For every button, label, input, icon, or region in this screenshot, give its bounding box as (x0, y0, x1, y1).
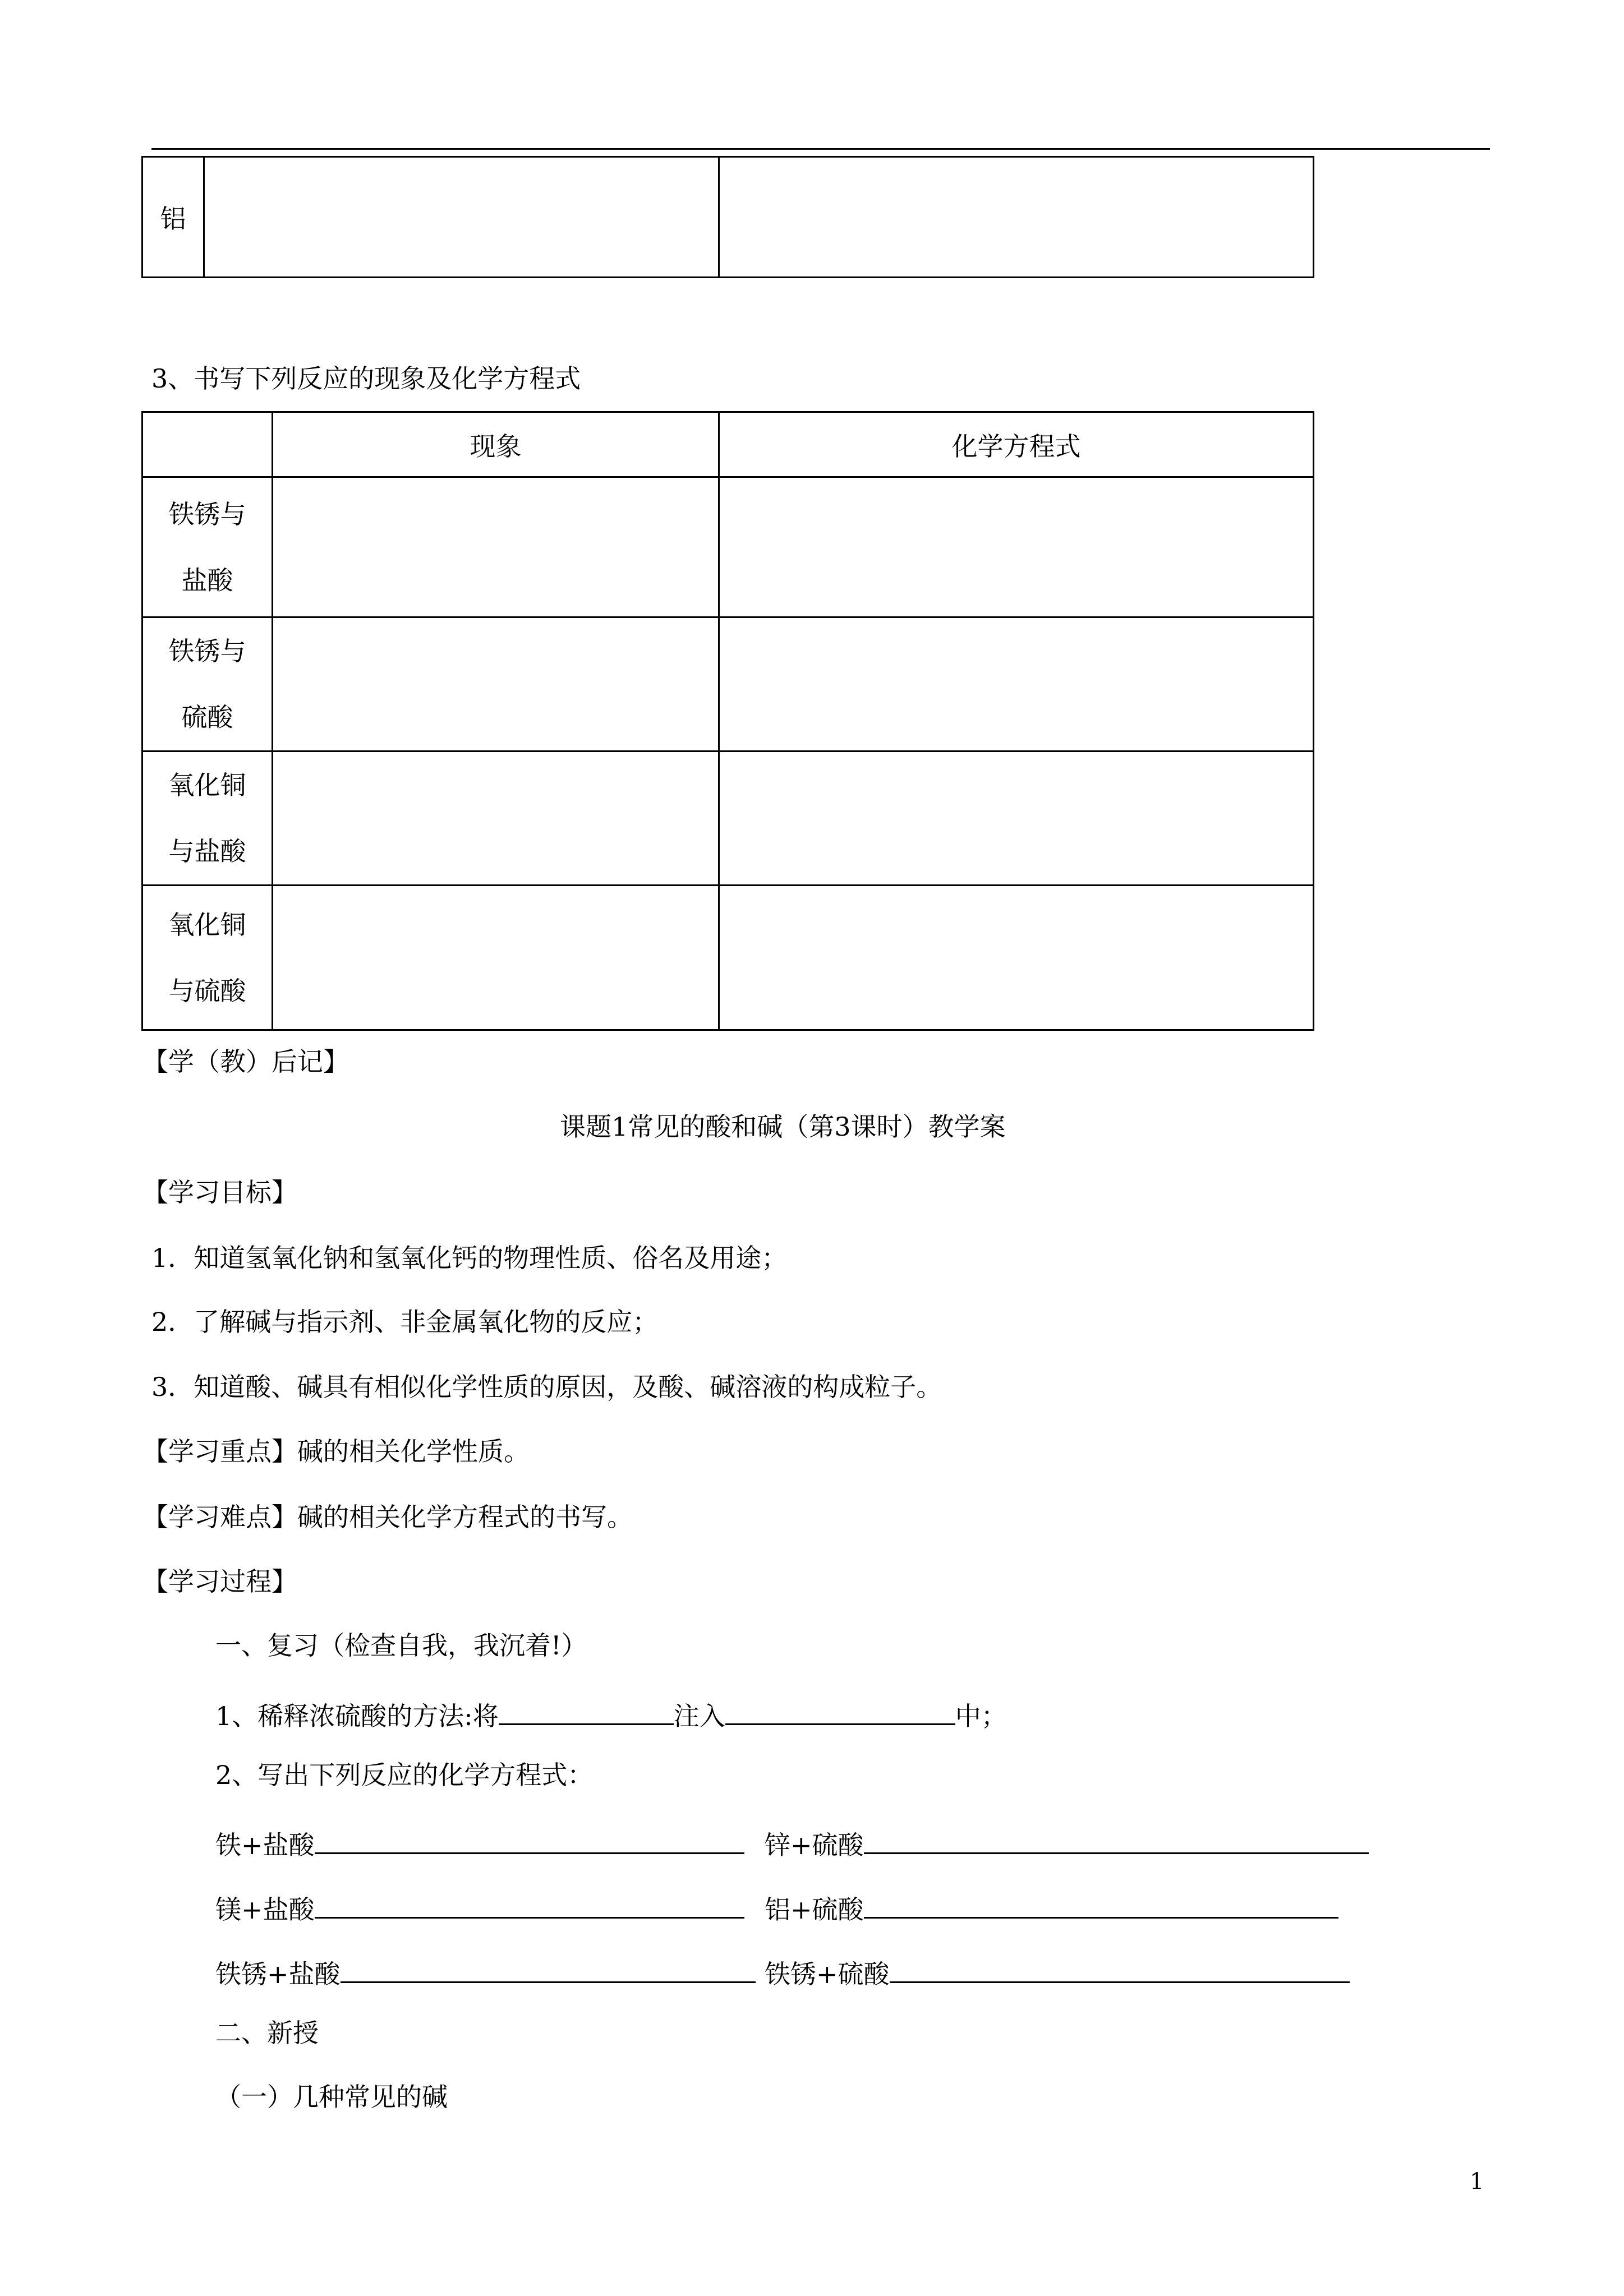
answer-blank[interactable] (341, 1956, 756, 1983)
row-label: 铁锈与 盐酸 (142, 477, 273, 617)
goal-item: 3．知道酸、碱具有相似化学性质的原因，及酸、碱溶液的构成粒子。 (151, 1372, 942, 1402)
review-question-2: 2、写出下列反应的化学方程式： (215, 1760, 594, 1790)
table-row (142, 886, 1314, 1030)
phenomenon-cell[interactable] (273, 617, 719, 751)
equation-cell[interactable] (719, 157, 1314, 278)
afterword-heading: 【学（教）后记】 (142, 1046, 349, 1077)
answer-blank[interactable] (725, 1698, 955, 1725)
new-lesson-heading: 二、新授 (215, 2018, 319, 2048)
column-header-empty (142, 412, 273, 477)
answer-blank[interactable] (864, 1827, 1369, 1854)
goals-heading: 【学习目标】 (142, 1177, 297, 1207)
row-label: 铁锈与 硫酸 (142, 617, 273, 751)
table-row (142, 617, 1314, 751)
table-header-row (142, 412, 1314, 477)
new-lesson-subheading: （一）几种常见的碱 (215, 2082, 448, 2112)
process-heading: 【学习过程】 (142, 1566, 297, 1597)
equation-cell[interactable] (719, 886, 1314, 1030)
equation-item: 镁+盐酸 (215, 1891, 744, 1922)
phenomenon-cell[interactable] (204, 157, 719, 278)
review-heading: 一、复习（检查自我，我沉着!） (215, 1630, 587, 1661)
difficulty-label: 【学习难点】 (142, 1502, 297, 1532)
lesson-title: 课题1常见的酸和碱（第3课时）教学案 (560, 1112, 1006, 1142)
table-row (142, 477, 1314, 617)
column-header-phenomenon: 现象 (273, 412, 719, 477)
review-question-1: 1、稀释浓硫酸的方法:将 注入 中； (215, 1698, 1007, 1729)
answer-blank[interactable] (864, 1891, 1338, 1919)
key-point (142, 1436, 530, 1467)
row-label: 氧化铜 与盐酸 (142, 751, 273, 886)
difficulty-text: 碱的相关化学方程式的书写。 (297, 1502, 633, 1532)
table-row (142, 751, 1314, 886)
answer-blank[interactable] (499, 1698, 674, 1725)
equation-item: 铁锈+硫酸 (765, 1956, 1350, 1987)
row-label: 铝 (142, 157, 204, 278)
equation-cell[interactable] (719, 477, 1314, 617)
section3-heading: 3、书写下列反应的现象及化学方程式 (151, 363, 581, 394)
goal-item: 1．知道氢氧化钠和氢氧化钙的物理性质、俗名及用途； (151, 1243, 788, 1273)
page-number: 1 (1470, 2169, 1484, 2194)
answer-blank[interactable] (315, 1891, 744, 1919)
key-point-label: 【学习重点】 (142, 1436, 297, 1467)
equation-item: 铁+盐酸 (215, 1827, 744, 1858)
header-rule (151, 148, 1490, 150)
equation-cell[interactable] (719, 751, 1314, 886)
reaction-table (141, 411, 1314, 1031)
column-header-equation: 化学方程式 (719, 412, 1314, 477)
phenomenon-cell[interactable] (273, 477, 719, 617)
goal-item: 2．了解碱与指示剂、非金属氧化物的反应； (151, 1307, 659, 1337)
row-label: 氧化铜 与硫酸 (142, 886, 273, 1030)
equation-item: 铝+硫酸 (765, 1891, 1338, 1922)
aluminum-table (141, 156, 1314, 278)
equation-cell[interactable] (719, 617, 1314, 751)
phenomenon-cell[interactable] (273, 886, 719, 1030)
phenomenon-cell[interactable] (273, 751, 719, 886)
equation-item: 锌+硫酸 (765, 1827, 1369, 1858)
difficulty (142, 1504, 633, 1530)
equation-item: 铁锈+盐酸 (215, 1956, 756, 1987)
table-row (142, 157, 1314, 278)
answer-blank[interactable] (315, 1827, 744, 1854)
answer-blank[interactable] (890, 1956, 1350, 1983)
key-point-text: 碱的相关化学性质。 (297, 1436, 530, 1467)
